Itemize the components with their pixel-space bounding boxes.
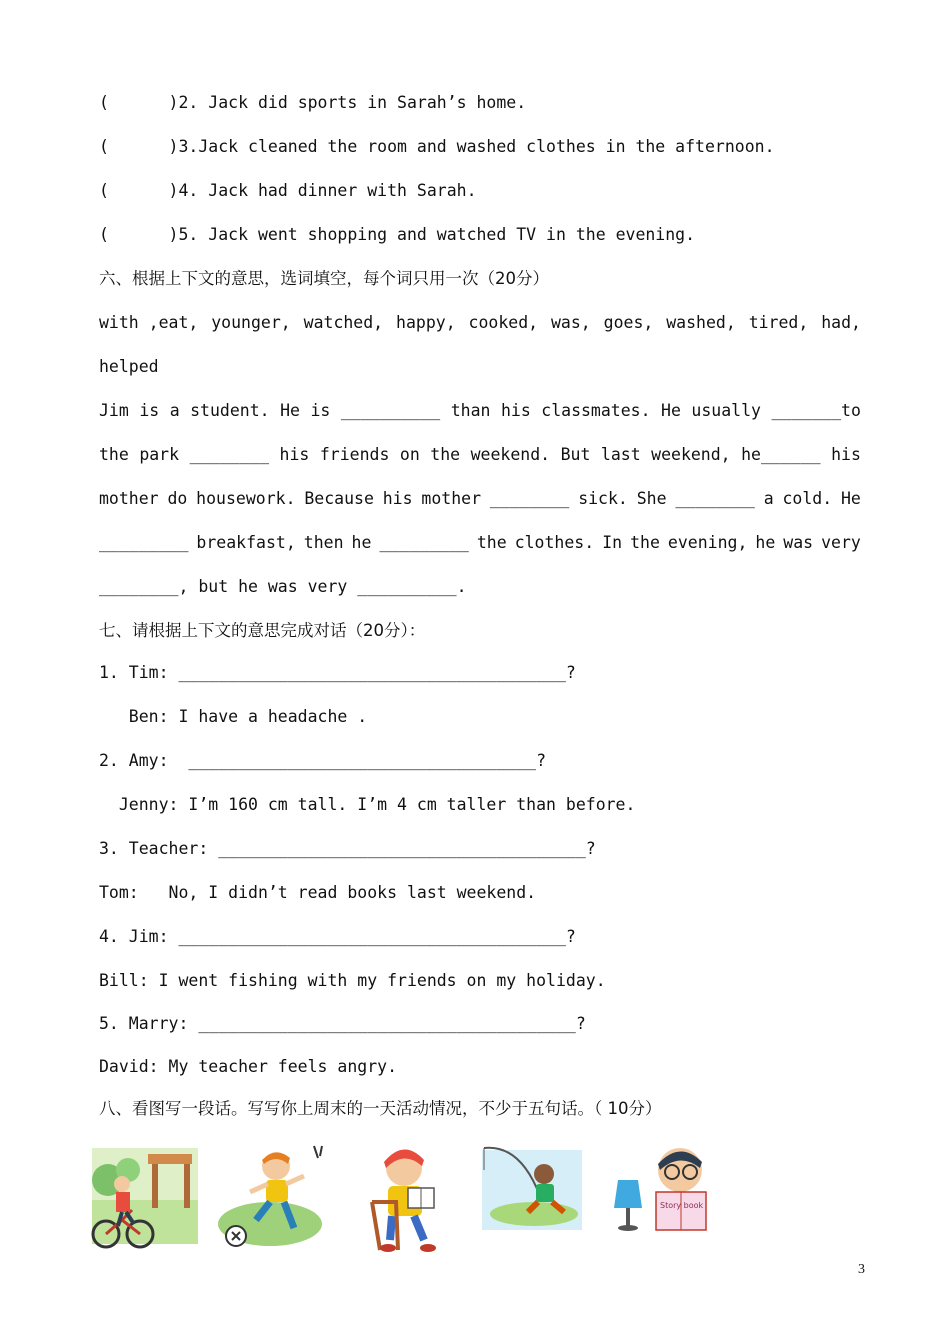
passage: [99, 400, 861, 554]
passage-word: he: [755, 533, 776, 552]
passage-word: He: [280, 401, 300, 420]
passage-word: a: [169, 401, 180, 420]
passage-word: on: [399, 445, 420, 464]
passage-word: clothes.: [514, 533, 595, 552]
passage-word: is: [310, 401, 331, 420]
passage-word: then: [303, 533, 344, 552]
page-number: 3: [858, 1262, 865, 1277]
passage-word: is: [139, 401, 160, 420]
passage-line: [99, 488, 861, 510]
word-bank-word: happy,: [396, 313, 456, 332]
passage-word: He: [840, 489, 861, 508]
question-5: ( )5. Jack went shopping and watched TV in the evening.: [99, 225, 696, 244]
passage-word: was: [783, 533, 814, 552]
word-bank-word: tired,: [748, 313, 809, 332]
passage-word: he______: [741, 445, 821, 464]
passage-word: _______to: [771, 401, 861, 420]
passage-word: mother: [99, 489, 159, 508]
passage-word: He: [661, 401, 681, 420]
passage-line: [99, 444, 861, 466]
passage-word: the: [99, 445, 129, 464]
riding-bike-image: [88, 1140, 200, 1252]
passage-word: sick.: [578, 489, 628, 508]
dialogue-line: Bill: I went fishing with my friends on my holiday.: [99, 971, 606, 990]
passage-word: She: [636, 489, 667, 508]
passage-last-line: ________, but he was very __________.: [99, 577, 467, 596]
dialogue-line: Tom: No, I didn’t read books last weekend.: [99, 883, 537, 902]
passage-word: weekend,: [651, 445, 731, 464]
dialogue-line: 3. Teacher: _____________________________________?: [99, 839, 596, 858]
dialogue-line: Jenny: I’m 160 cm tall. I’m 4 cm taller than before.: [99, 795, 636, 814]
passage-word: a: [763, 489, 774, 508]
picture-strip: [88, 1140, 728, 1255]
dialogue-line: David: My teacher feels angry.: [99, 1057, 398, 1076]
passage-word: _________: [99, 533, 189, 552]
passage-word: usually: [691, 401, 761, 420]
dialogue-line: 4. Jim: _______________________________________?: [99, 927, 576, 946]
dialogue-line: 1. Tim: _______________________________________?: [99, 663, 576, 682]
section6-title: 六、根据上下文的意思，选词填空，每个词只用一次（20分）: [99, 269, 549, 288]
passage-word: his: [382, 489, 413, 508]
passage-word: the: [630, 533, 660, 552]
passage-word: his: [279, 445, 310, 464]
passage-word: than: [450, 401, 491, 420]
passage-word: mother: [421, 489, 482, 508]
passage-word: the: [476, 533, 507, 552]
dialogue-line: 5. Marry: ______________________________________?: [99, 1014, 586, 1033]
reading-book-image: [358, 1140, 470, 1255]
word-bank-word: goes,: [603, 313, 654, 332]
passage-word: he: [351, 533, 372, 552]
reading-storybook-image: [608, 1140, 714, 1235]
dialogue-line: Ben: I have a headache .: [99, 707, 368, 726]
word-bank-word: had,: [821, 313, 861, 332]
section8-title: 八、看图写一段话。写写你上周末的一天活动情况，不少于五句话。（ 10分）: [99, 1099, 662, 1118]
word-bank-word: with ,eat,: [99, 313, 199, 332]
storybook-label: Story book: [660, 1201, 704, 1210]
passage-line: [99, 532, 861, 554]
passage-word: very: [821, 533, 861, 552]
passage-word: ________: [189, 445, 270, 464]
passage-word: do: [167, 489, 188, 508]
passage-word: evening,: [667, 533, 748, 552]
passage-word: cold.: [782, 489, 833, 508]
passage-word: last: [600, 445, 641, 464]
word-bank-word: was,: [551, 313, 591, 332]
passage-word: housework.: [196, 489, 296, 508]
passage-word: breakfast,: [196, 533, 296, 552]
word-bank-line2: helped: [99, 357, 159, 376]
passage-word: classmates.: [541, 401, 651, 420]
passage-word: In: [602, 533, 623, 552]
passage-word: But: [560, 445, 591, 464]
passage-word: Jim: [99, 401, 129, 420]
passage-word: Because: [304, 489, 374, 508]
passage-word: _________: [379, 533, 469, 552]
fishing-image: [480, 1140, 584, 1235]
dialogue-line: 2. Amy: ___________________________________?: [99, 751, 547, 770]
passage-word: student.: [190, 401, 270, 420]
question-3: ( )3.Jack cleaned the room and washed clothes in the afternoon.: [99, 137, 775, 156]
question-2: ( )2. Jack did sports in Sarah’s home.: [99, 93, 527, 112]
passage-word: friends: [319, 445, 390, 464]
word-bank-word: washed,: [666, 313, 736, 332]
passage-word: his: [500, 401, 531, 420]
passage-word: ________: [489, 489, 570, 508]
word-bank-word: watched,: [303, 313, 384, 332]
word-bank-word: younger,: [211, 313, 291, 332]
playing-football-image: [214, 1140, 326, 1252]
word-bank: [99, 312, 861, 334]
passage-word: ________: [675, 489, 755, 508]
section7-title: 七、请根据上下文的意思完成对话（20分）：: [99, 621, 426, 640]
passage-word: his: [831, 445, 861, 464]
passage-word: park: [139, 445, 180, 464]
word-bank-word: cooked,: [468, 313, 539, 332]
passage-word: weekend.: [470, 445, 551, 464]
passage-line: [99, 400, 861, 422]
passage-word: the: [430, 445, 461, 464]
passage-word: __________: [340, 401, 441, 420]
question-4: ( )4. Jack had dinner with Sarah.: [99, 181, 477, 200]
